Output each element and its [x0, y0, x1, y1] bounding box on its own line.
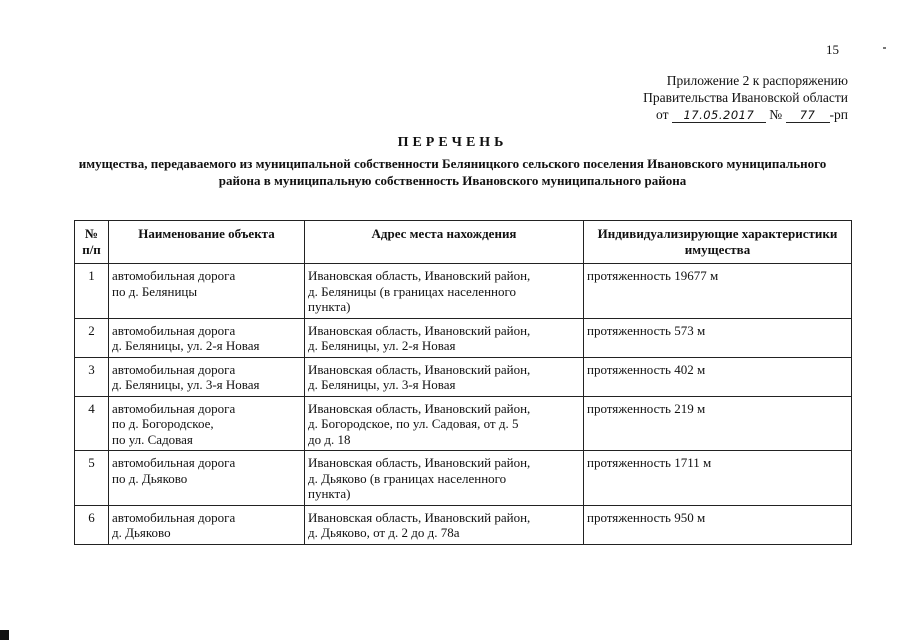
header-number: № п/п: [75, 221, 109, 264]
scan-mark: [883, 47, 886, 49]
appendix-block: [528, 72, 848, 123]
table-row: [75, 505, 852, 544]
order-suffix: -рп: [829, 107, 848, 122]
row-number: 5: [75, 451, 109, 506]
header-address: Адрес места нахождения: [305, 221, 584, 264]
object-characteristics: протяженность 219 м: [584, 396, 852, 451]
document-subtitle: имущества, передаваемого из муниципальной собственности Беляницкого сельского поселения Ивановского муниципального района в муниципальную собственность Ивановского муниципального района: [78, 156, 827, 188]
object-characteristics: протяженность 19677 м: [584, 264, 852, 319]
object-address: Ивановская область, Ивановский район, д. Дьяково, от д. 2 до д. 78а: [305, 505, 584, 544]
table-row: [75, 396, 852, 451]
header-characteristics: Индивидуализирующие характеристики имущества: [584, 221, 852, 264]
object-characteristics: протяженность 402 м: [584, 357, 852, 396]
table-row: [75, 451, 852, 506]
object-address: Ивановская область, Ивановский район, д. Беляницы, ул. 2-я Новая: [305, 318, 584, 357]
scan-corner-mark: [0, 630, 9, 640]
header-name: Наименование объекта: [109, 221, 305, 264]
row-number: 4: [75, 396, 109, 451]
row-number: 2: [75, 318, 109, 357]
object-characteristics: протяженность 573 м: [584, 318, 852, 357]
table-row: [75, 264, 852, 319]
object-name: автомобильная дорога д. Дьяково: [109, 505, 305, 544]
object-name: автомобильная дорога по д. Беляницы: [109, 264, 305, 319]
object-name: автомобильная дорога по д. Дьяково: [109, 451, 305, 506]
order-number: 77: [786, 109, 830, 123]
appendix-date-line: [528, 106, 848, 123]
table-row: [75, 318, 852, 357]
document-title: ПЕРЕЧЕНЬ: [397, 135, 508, 150]
page-number: 15: [826, 42, 839, 57]
object-name: автомобильная дорога д. Беляницы, ул. 3-я Новая: [109, 357, 305, 396]
table-header-row: [75, 221, 852, 264]
object-name: автомобильная дорога д. Беляницы, ул. 2-я Новая: [109, 318, 305, 357]
property-table: [74, 220, 852, 545]
object-address: Ивановская область, Ивановский район, д. Богородское, по ул. Садовая, от д. 5 до д. 18: [305, 396, 584, 451]
order-date: 17.05.2017: [672, 109, 766, 123]
object-address: Ивановская область, Ивановский район, д. Беляницы, ул. 3-я Новая: [305, 357, 584, 396]
appendix-line-2: Правительства Ивановской области: [643, 90, 848, 105]
row-number: 1: [75, 264, 109, 319]
table-row: [75, 357, 852, 396]
row-number: 3: [75, 357, 109, 396]
object-name: автомобильная дорога по д. Богородское, по ул. Садовая: [109, 396, 305, 451]
object-address: Ивановская область, Ивановский район, д. Беляницы (в границах населенного пункта): [305, 264, 584, 319]
from-label: от: [656, 107, 669, 122]
row-number: 6: [75, 505, 109, 544]
object-characteristics: протяженность 950 м: [584, 505, 852, 544]
object-address: Ивановская область, Ивановский район, д. Дьяково (в границах населенного пункта): [305, 451, 584, 506]
number-label: №: [769, 107, 783, 122]
object-characteristics: протяженность 1711 м: [584, 451, 852, 506]
appendix-line-1: Приложение 2 к распоряжению: [666, 73, 848, 88]
